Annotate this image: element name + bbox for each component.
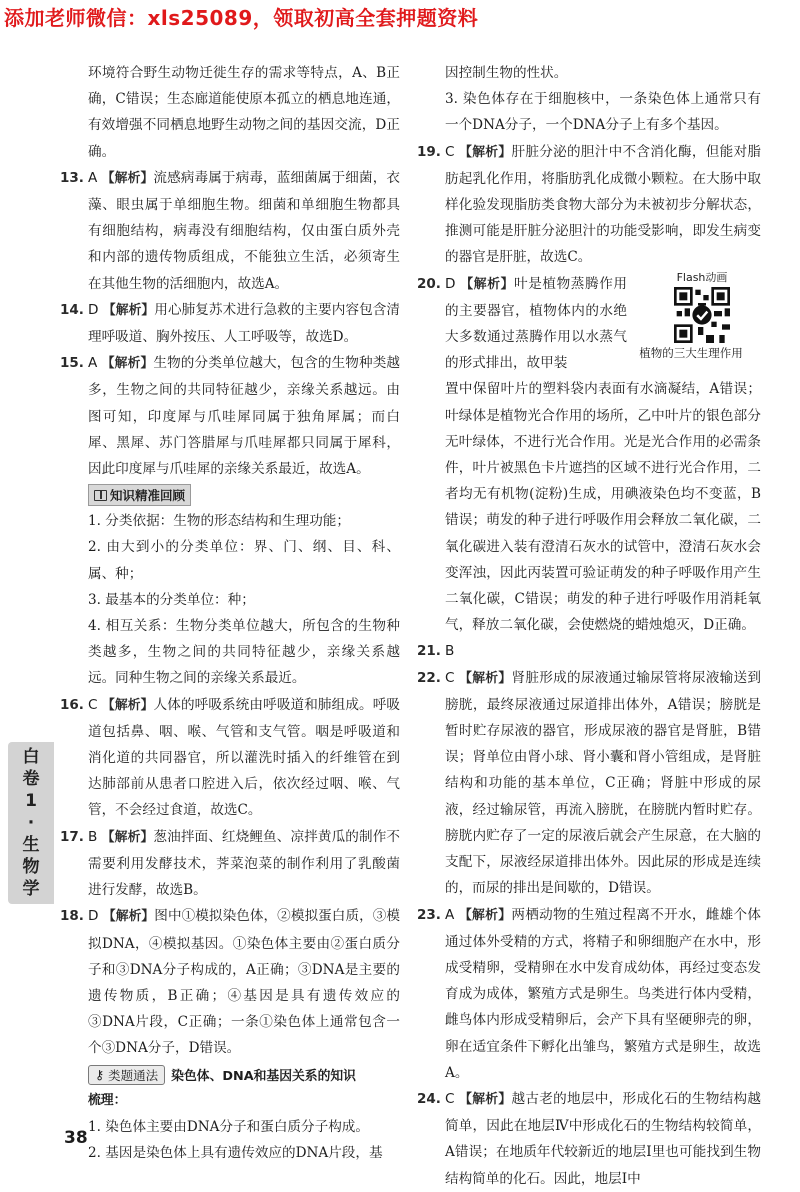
- intro-paragraph: 环境符合野生动物迁徙生存的需求等特点，A、B正确，C错误；生态廊道能使原本孤立的栖息地连通，有效增强不同栖息地野生动物之间的基因交流，D正确。: [88, 65, 400, 160]
- answer-item-21: [417, 638, 761, 664]
- key-icon: ⚷: [95, 1067, 105, 1083]
- volume-subject-tab: 白 卷 1 · 生 物 学: [8, 742, 54, 904]
- answer-item-22: [417, 665, 761, 902]
- analysis-text: 用心肺复苏术进行急救的主要内容包含清理呼吸道、胸外按压、人工呼吸等，故选D。: [88, 301, 401, 346]
- qr-code-icon[interactable]: [674, 287, 730, 343]
- right-column: [417, 60, 761, 1192]
- answer-letter: C: [445, 1090, 455, 1107]
- answer-letter: A: [88, 169, 98, 186]
- question-number: 15.: [60, 355, 84, 372]
- review-item-2: 2. 由大到小的分类单位：界、门、纲、目、科、属、种；: [88, 539, 400, 582]
- answer-item-17: [60, 824, 400, 904]
- analysis-tag: 【解析】: [101, 829, 154, 845]
- answer-item-16: [60, 692, 400, 824]
- answer-item-13: [60, 165, 400, 297]
- question-number: 17.: [60, 828, 84, 845]
- question-number: 21.: [417, 643, 441, 660]
- analysis-text: 越古老的地层中，形成化石的生物结构越简单，因此在地层Ⅳ中形成化石的生物结构较简单，A错误；在地质年代较新近的地层Ⅰ里也可能找到生物结构简单的化石。因此，地层Ⅰ中: [445, 1090, 762, 1187]
- question-number: 14.: [60, 301, 84, 318]
- answer-letter: C: [445, 669, 455, 686]
- analysis-text: 流感病毒属于病毒，蓝细菌属于细菌，衣藻、眼虫属于单细胞生物。细菌和单细胞生物都具有细胞结构，病毒没有细胞结构，仅由蛋白质外壳和内部的遗传物质组成，不能独立生活，必须寄生在其他生物的活细胞内，故选A。: [88, 169, 400, 292]
- analysis-tag: 【解析】: [459, 670, 512, 686]
- analysis-text-top: 叶是植物蒸腾作用的主要器官，植物体内的水绝大多数通过蒸腾作用以水蒸气的形式排出，故甲装: [445, 275, 628, 372]
- analysis-text: 生物的分类单位越大，包含的生物种类越多，生物之间的共同特征越少，亲缘关系越远。由图可知，印度犀与爪哇犀同属于独角犀属；而白犀、黑犀、苏门答腊犀与爪哇犀都只同属于犀科，因此印度犀与爪哇犀的亲缘关系最近，故选A。: [88, 355, 400, 478]
- question-number: 20.: [417, 275, 441, 292]
- analysis-text: 肝脏分泌的胆汁中不含消化酶，但能对脂肪起乳化作用，将脂肪乳化成微小颗粒。在大肠中取样化验发现脂肪类食物大部分为未被初步分解状态，推测可能是肝脏分泌胆汁的功能受影响，即发生病变的器官是肝脏，故选C。: [445, 143, 762, 266]
- analysis-tag: 【解析】: [102, 909, 155, 925]
- answer-letter: D: [445, 275, 456, 292]
- answer-letter: D: [88, 908, 99, 925]
- answer-letter: C: [88, 696, 98, 713]
- analysis-tag: 【解析】: [101, 697, 154, 713]
- knowledge-review-label: 知识精准回顾: [88, 484, 191, 506]
- answer-item-18: [60, 903, 400, 1061]
- answer-letter: C: [445, 143, 455, 160]
- method-header: [60, 1062, 400, 1088]
- analysis-tag: 【解析】: [459, 1091, 512, 1107]
- answer-letter: B: [88, 828, 98, 845]
- answer-letter: D: [88, 301, 99, 318]
- question-number: 16.: [60, 696, 84, 713]
- analysis-text: 人体的呼吸系统由呼吸道和肺组成。呼吸道包括鼻、咽、喉、气管和支气管。咽是呼吸道和消化道的共同器官，所以灌洗时插入的纤维管在到达肺部前从患者口腔进入后，依次经过咽、喉、气管，不会经过食道，故选C。: [88, 696, 401, 819]
- answer-letter: A: [88, 355, 98, 372]
- page-number: 38: [64, 1128, 88, 1148]
- analysis-text: 肾脏形成的尿液通过输尿管将尿液输送到膀胱，最终尿液通过尿道排出体外，A错误；膀胱是暂时贮存尿液的器官，形成尿液的器官是肾脏，B错误；肾单位由肾小球、肾小囊和肾小管组成，是肾脏结构和功能的基本单位，C正确；肾脏中形成的尿液，经过输尿管，再流入膀胱，在膀胱内暂时贮存。膀胱内贮存了一定的尿液后就会产生尿意，在大脑的支配下，尿液经尿道排出体外。因此尿的形成是连续的，而尿的排出是间歇的，D错误。: [445, 669, 762, 897]
- review-item-1: 1. 分类依据：生物的形态结构和生理功能；: [88, 513, 350, 530]
- analysis-text-rest: 置中保留叶片的塑料袋内表面有水滴凝结，A错误；叶绿体是植物光合作用的场所，乙中叶片的银色部分无叶绿体，不进行光合作用。光是光合作用的必需条件，叶片被黑色卡片遮挡的区域不进行光合作用，二者均无有机物(淀粉)生成，用碘液染色均不变蓝，B错误；萌发的种子进行呼吸作用会释放二氧化碳，二氧化碳进入装有澄清石灰水的试管中，澄清石灰水会变浑浊，因此丙装置可验证萌发的种子呼吸作用产生二氧化碳，C错误；萌发的种子进行呼吸作用消耗氧气，释放二氧化碳，会使燃烧的蜡烛熄灭，D正确。: [445, 381, 761, 634]
- left-column: [60, 60, 400, 1166]
- question-number: 19.: [417, 143, 441, 160]
- answer-item-14: [60, 297, 400, 350]
- answer-item-19: [417, 139, 761, 271]
- knowledge-review-header: [60, 482, 400, 508]
- question-number: 18.: [60, 908, 84, 925]
- answer-item-24: [417, 1086, 761, 1192]
- method-item-1: 1. 染色体主要由DNA分子和蛋白质分子构成。: [88, 1118, 369, 1135]
- question-number: 13.: [60, 169, 84, 186]
- review-item-3: 3. 最基本的分类单位：种；: [88, 591, 255, 608]
- method-label: ⚷ 类题通法: [88, 1065, 165, 1085]
- question-number: 23.: [417, 906, 441, 923]
- analysis-tag: 【解析】: [458, 907, 512, 923]
- answer-item-23: [417, 902, 761, 1086]
- continued-text-2: 3. 染色体存在于细胞核中，一条染色体上通常只有一个DNA分子，一个DNA分子上有多个基因。: [445, 91, 761, 134]
- analysis-text: 两栖动物的生殖过程离不开水，雌雄个体通过体外受精的方式，将精子和卵细胞产在水中，形成受精卵，受精卵在水中发育成幼体，再经过变态发育成为成体，繁殖方式是卵生。鸟类进行体内受精，雌鸟体内形成受精卵后，会产下具有坚硬卵壳的卵，卵在适宜条件下孵化出雏鸟，繁殖方式是卵生，故选A。: [445, 906, 762, 1081]
- analysis-tag: 【解析】: [460, 276, 515, 292]
- book-icon: [94, 490, 107, 501]
- watermark-banner: 添加老师微信：xls25089，领取初高全套押题资料: [4, 6, 479, 30]
- continued-text-1: 因控制生物的性状。: [445, 65, 568, 81]
- question-number: 22.: [417, 669, 441, 686]
- analysis-text: 图中①模拟染色体，②模拟蛋白质，③模拟DNA，④模拟基因。①染色体主要由②蛋白质分子和③DNA分子构成的，A正确；③DNA是主要的遗传物质，B正确；④基因是具有遗传效应的③DNA片段，C正确；一条①染色体上通常包含一个③DNA分子，D错误。: [88, 908, 401, 1057]
- answer-letter: B: [445, 643, 455, 660]
- answer-item-15: [60, 350, 400, 482]
- analysis-tag: 【解析】: [101, 356, 154, 372]
- method-item-2: 2. 基因是染色体上具有遗传效应的DNA片段，基: [88, 1144, 383, 1161]
- qr-caption: 植物的三大生理作用: [639, 345, 743, 360]
- flash-animation-qr[interactable]: [639, 270, 761, 360]
- analysis-text: 葱油拌面、红烧鲤鱼、凉拌黄瓜的制作不需要利用发酵技术，荠菜泡菜的制作利用了乳酸菌进行发酵，故选B。: [88, 828, 401, 899]
- method-heading-cont: 梳理：: [88, 1092, 127, 1108]
- method-heading: 染色体、DNA和基因关系的知识: [171, 1069, 356, 1085]
- question-number: 24.: [417, 1090, 441, 1107]
- answer-item-20: [417, 271, 761, 639]
- analysis-tag: 【解析】: [101, 170, 154, 186]
- answer-letter: A: [445, 906, 455, 923]
- analysis-tag: 【解析】: [459, 144, 512, 160]
- review-item-4: 4. 相互关系：生物分类单位越大，所包含的生物种类越多，生物之间的共同特征越少，亲缘关系越远。同种生物之间的亲缘关系最近。: [88, 618, 400, 687]
- analysis-tag: 【解析】: [102, 302, 155, 318]
- qr-title: Flash动画: [676, 270, 728, 284]
